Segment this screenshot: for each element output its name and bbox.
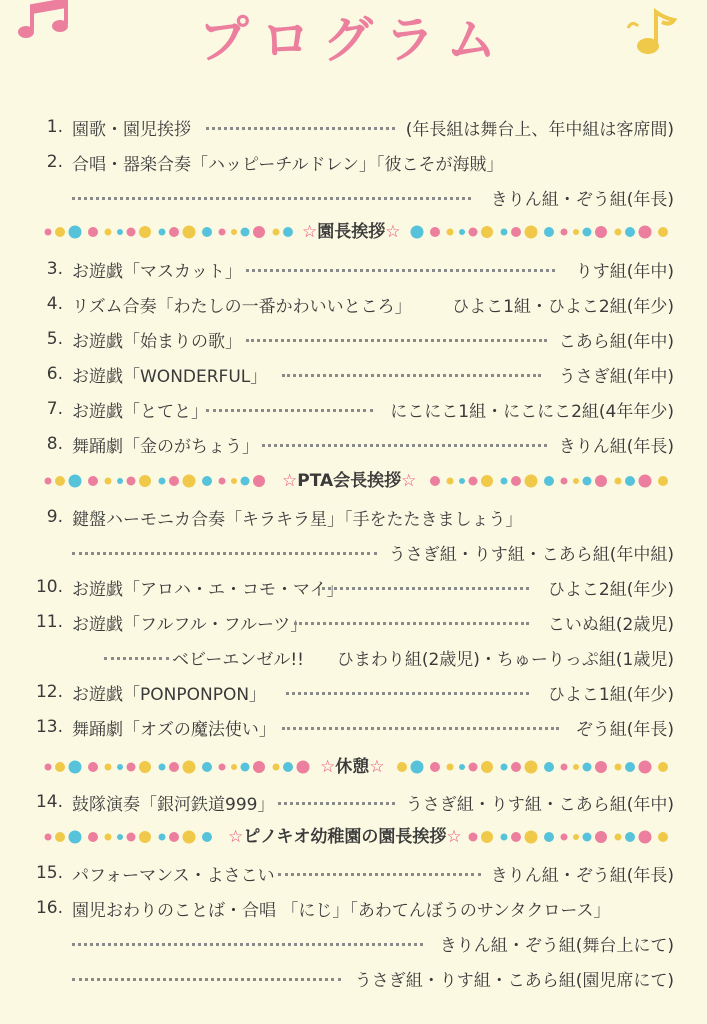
divider-dot — [573, 834, 579, 840]
divider-dot — [45, 478, 52, 485]
divider-dot — [88, 476, 98, 486]
divider-label: ☆ピノキオ幼稚園の園長挨拶☆ — [228, 827, 462, 847]
divider-dot — [469, 477, 478, 486]
divider-dot — [169, 762, 179, 772]
divider-dot — [202, 832, 212, 842]
divider-dot — [525, 475, 538, 488]
divider-dot — [253, 226, 265, 238]
divider-dot — [459, 764, 465, 770]
divider-dot — [283, 762, 293, 772]
program-row: 12. お遊戯「PONPONPON」 ひよこ1組(年少) — [35, 682, 674, 705]
divider-dot — [544, 832, 554, 842]
divider-dot — [55, 227, 65, 237]
program-row: 15. パフォーマンス・よさこい きりん組・ぞう組(年長) — [35, 863, 674, 886]
divider-dot — [639, 761, 652, 774]
divider-dot — [127, 477, 136, 486]
divider-dot — [469, 228, 478, 237]
divider-dot — [511, 832, 521, 842]
divider-dot — [88, 762, 98, 772]
divider-dot — [544, 476, 554, 486]
divider-dot — [430, 227, 440, 237]
divider-dot — [159, 229, 166, 236]
divider-dot — [639, 475, 652, 488]
divider-dot — [658, 227, 668, 237]
divider-dot — [69, 761, 82, 774]
music-note-icon — [16, 0, 76, 44]
divider-dot — [219, 229, 226, 236]
divider-dot — [241, 477, 250, 486]
divider-dot — [127, 763, 136, 772]
program-row: 10. お遊戯「アロハ・エ・コモ・マイ」 ひよこ2組(年少) — [35, 577, 674, 600]
divider-dot — [45, 764, 52, 771]
divider-dot — [55, 832, 65, 842]
divider-dot — [511, 227, 521, 237]
section-divider — [44, 820, 670, 854]
program-row-cont: きりん組・ぞう組(年長) — [0, 180, 707, 214]
divider-dot — [159, 764, 166, 771]
divider-dot — [231, 229, 237, 235]
divider-dot — [183, 831, 196, 844]
program-row: 5. お遊戯「始まりの歌」 こあら組(年中) — [46, 329, 674, 352]
divider-dot — [69, 831, 82, 844]
divider-dot — [139, 475, 151, 487]
divider-dot — [583, 833, 592, 842]
divider-dot — [69, 475, 82, 488]
divider-dot — [561, 478, 568, 485]
divider-dot — [544, 762, 554, 772]
divider-dot — [459, 229, 465, 235]
section-divider — [44, 464, 670, 498]
divider-dot — [447, 478, 454, 485]
divider-dot — [69, 226, 82, 239]
divider-dot — [430, 762, 440, 772]
divider-dot — [511, 476, 521, 486]
divider-dot — [159, 834, 166, 841]
divider-dot — [88, 832, 98, 842]
divider-dot — [159, 478, 166, 485]
divider-dot — [127, 228, 136, 237]
divider-dot — [459, 478, 465, 484]
divider-dot — [231, 764, 237, 770]
page-title: プログラム — [198, 11, 509, 69]
divider-dot — [88, 227, 98, 237]
divider-dot — [625, 762, 635, 772]
divider-dot — [501, 229, 508, 236]
divider-dot — [55, 476, 65, 486]
divider-dot — [283, 227, 293, 237]
program-row: 2. 合唱・器楽合奏「ハッピーチルドレン」「彼こそが海賊」 — [46, 152, 504, 175]
divider-dot — [297, 761, 310, 774]
divider-label: ☆休憩☆ — [320, 757, 385, 777]
divider-dot — [117, 764, 123, 770]
divider-dot — [595, 475, 607, 487]
divider-dot — [105, 229, 112, 236]
divider-dot — [169, 832, 179, 842]
divider-dot — [117, 478, 123, 484]
program-row-cont: きりん組・ぞう組(舞台上にて) — [0, 926, 707, 960]
divider-dot — [658, 832, 668, 842]
divider-dot — [253, 761, 265, 773]
program-row: 1. 園歌・園児挨拶 (年長組は舞台上、年中組は客席間) — [46, 117, 674, 140]
divider-dot — [183, 226, 196, 239]
divider-dot — [583, 763, 592, 772]
divider-dot — [202, 762, 212, 772]
divider-label: ☆PTA会長挨拶☆ — [282, 471, 417, 491]
divider-dot — [561, 229, 568, 236]
divider-dot — [105, 834, 112, 841]
divider-dot — [511, 762, 521, 772]
section-divider — [44, 215, 670, 249]
divider-dot — [639, 831, 652, 844]
program-row: 4. リズム合奏「わたしの一番かわいいところ」 ひよこ1組・ひよこ2組(年少) — [46, 294, 674, 317]
divider-dot — [501, 834, 508, 841]
divider-dot — [595, 831, 607, 843]
divider-dot — [469, 763, 478, 772]
divider-dot — [127, 833, 136, 842]
divider-dot — [625, 832, 635, 842]
program-row: 9. 鍵盤ハーモニカ合奏「キラキラ星」「手をたたきましょう」 — [46, 507, 523, 530]
divider-dot — [430, 476, 440, 486]
divider-dot — [253, 475, 265, 487]
divider-dot — [658, 762, 668, 772]
divider-dot — [183, 475, 196, 488]
divider-dot — [525, 761, 538, 774]
divider-dot — [583, 228, 592, 237]
program-row: 6. お遊戯「WONDERFUL」 うさぎ組(年中) — [46, 364, 674, 387]
divider-dot — [615, 478, 622, 485]
divider-dot — [615, 764, 622, 771]
divider-dot — [411, 761, 424, 774]
divider-dot — [169, 227, 179, 237]
divider-dot — [45, 229, 52, 236]
program-row: 14. 鼓隊演奏「銀河鉄道999」 うさぎ組・りす組・こあら組(年中) — [35, 792, 674, 815]
program-row: 16. 園児おわりのことば・合唱 「にじ」「あわてんぼうのサンタクロース」 — [35, 898, 611, 921]
divider-dot — [525, 226, 538, 239]
divider-dot — [583, 477, 592, 486]
divider-dot — [241, 228, 250, 237]
divider-dot — [273, 764, 280, 771]
divider-dot — [219, 478, 226, 485]
divider-dot — [639, 226, 652, 239]
program-row-cont: うさぎ組・りす組・こあら組(年中組) — [0, 535, 707, 569]
program-row-cont: ベビーエンゼル!! ひまわり組(2歳児)・ちゅーりっぷ組(1歳児) — [0, 640, 707, 674]
divider-dot — [447, 229, 454, 236]
divider-dot — [139, 831, 151, 843]
divider-dot — [595, 761, 607, 773]
divider-dot — [615, 834, 622, 841]
divider-dot — [231, 478, 237, 484]
divider-dot — [117, 229, 123, 235]
divider-dot — [55, 762, 65, 772]
divider-dot — [561, 764, 568, 771]
divider-dot — [481, 761, 493, 773]
divider-dot — [544, 227, 554, 237]
divider-dot — [183, 761, 196, 774]
divider-dot — [117, 834, 123, 840]
program-row: 8. 舞踊劇「金のがちょう」 きりん組(年長) — [46, 434, 674, 457]
divider-dot — [447, 764, 454, 771]
divider-dot — [561, 834, 568, 841]
divider-dot — [105, 764, 112, 771]
divider-dot — [219, 764, 226, 771]
divider-dot — [481, 475, 493, 487]
divider-dot — [202, 476, 212, 486]
divider-dot — [625, 476, 635, 486]
program-row: 13. 舞踊劇「オズの魔法使い」 ぞう組(年長) — [35, 717, 674, 740]
divider-dot — [397, 762, 407, 772]
program-row: 7. お遊戯「とてと」 にこにこ1組・にこにこ2組(4年年少) — [46, 399, 674, 422]
divider-dot — [615, 229, 622, 236]
divider-dot — [573, 229, 579, 235]
divider-dot — [595, 226, 607, 238]
divider-dot — [469, 833, 478, 842]
divider-dot — [625, 227, 635, 237]
divider-dot — [481, 226, 493, 238]
divider-dot — [573, 764, 579, 770]
section-divider — [44, 750, 670, 784]
divider-dot — [169, 476, 179, 486]
divider-dot — [241, 763, 250, 772]
divider-dot — [45, 834, 52, 841]
divider-dot — [139, 226, 151, 238]
divider-dot — [525, 831, 538, 844]
music-note-icon — [622, 6, 682, 56]
divider-label: ☆園長挨拶☆ — [302, 222, 401, 242]
program-row: 3. お遊戯「マスカット」 りす組(年中) — [46, 259, 674, 282]
divider-dot — [481, 831, 493, 843]
divider-dot — [573, 478, 579, 484]
divider-dot — [273, 229, 280, 236]
divider-dot — [501, 478, 508, 485]
divider-dot — [658, 476, 668, 486]
program-row: 11. お遊戯「フルフル・フルーツ」 こいぬ組(2歳児) — [35, 612, 674, 635]
divider-dot — [105, 478, 112, 485]
divider-dot — [139, 761, 151, 773]
program-row-cont: うさぎ組・りす組・こあら組(園児席にて) — [0, 961, 707, 995]
divider-dot — [411, 226, 424, 239]
divider-dot — [501, 764, 508, 771]
divider-dot — [202, 227, 212, 237]
